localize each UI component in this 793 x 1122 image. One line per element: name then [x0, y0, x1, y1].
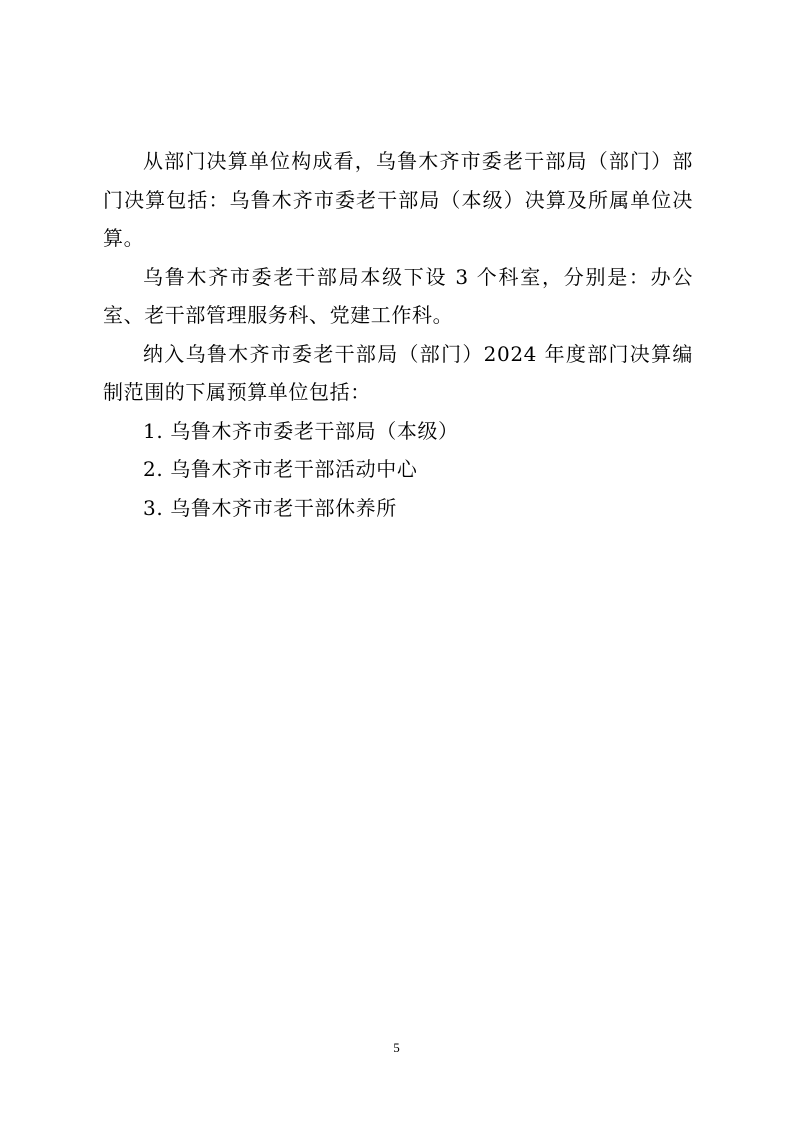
- list-item-unit-3: 3. 乌鲁木齐市老干部休养所: [143, 495, 397, 520]
- list-item-unit-1: 1. 乌鲁木齐市委老干部局（本级）: [143, 418, 459, 443]
- paragraph-budget-scope: 纳入乌鲁木齐市委老干部局（部门）2024 年度部门决算编制范围的下属预算单位包括：: [103, 341, 693, 404]
- body-text: [103, 142, 693, 527]
- paragraph-department-composition: 从部门决算单位构成看，乌鲁木齐市委老干部局（部门）部门决算包括：乌鲁木齐市委老干部局（本级）决算及所属单位决算。: [103, 149, 693, 250]
- list-item-unit-2: 2. 乌鲁木齐市老干部活动中心: [143, 457, 418, 481]
- page-number: 5: [393, 1040, 400, 1055]
- paragraph-internal-sections: 乌鲁木齐市委老干部局本级下设 3 个科室，分别是：办公室、老干部管理服务科、党建工作科。: [103, 264, 693, 327]
